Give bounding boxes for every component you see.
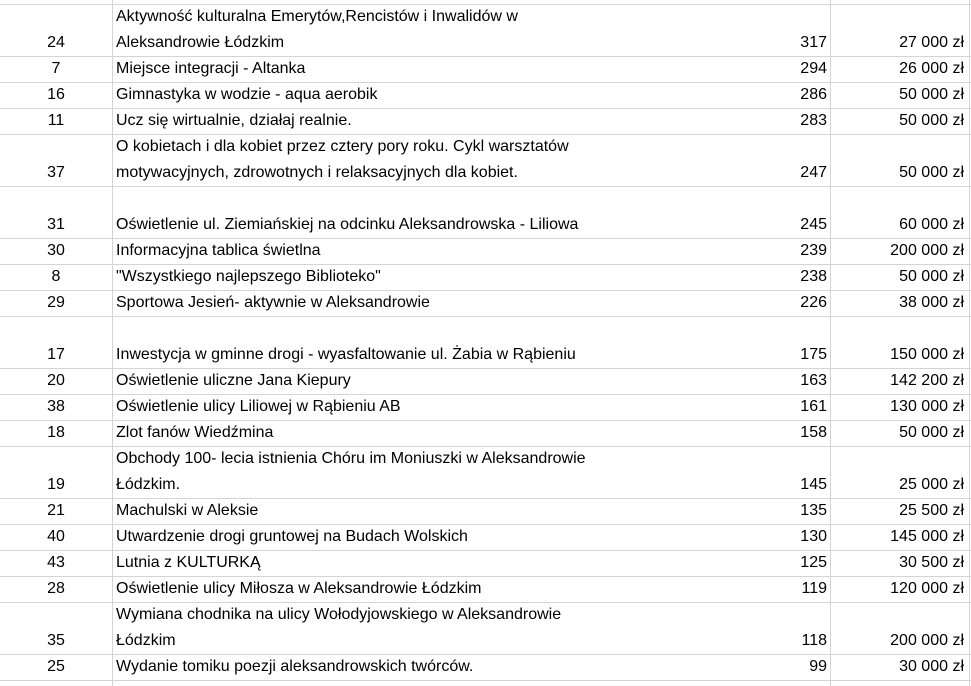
amount-cell[interactable]: 27 000 zł — [899, 34, 964, 51]
project-name-cell[interactable]: O kobietach i dla kobiet przez cztery pory roku. Cykl warsztatów — [116, 138, 569, 155]
project-id-cell[interactable]: 19 — [47, 476, 65, 493]
project-name-cell[interactable]: Oświetlenie ulicy Liliowej w Rąbieniu AB — [116, 398, 401, 415]
row-divider — [0, 316, 971, 317]
project-name-cell[interactable]: Łódzkim — [116, 632, 176, 649]
project-id-cell[interactable]: 25 — [47, 658, 65, 675]
votes-cell[interactable]: 130 — [800, 528, 827, 545]
amount-cell[interactable]: 26 000 zł — [899, 60, 964, 77]
project-id-cell[interactable]: 31 — [47, 216, 65, 233]
row-divider — [0, 186, 971, 187]
votes-cell[interactable]: 286 — [800, 86, 827, 103]
amount-cell[interactable]: 200 000 zł — [890, 632, 964, 649]
project-name-cell[interactable]: Oświetlenie uliczne Jana Kiepury — [116, 372, 351, 389]
votes-cell[interactable]: 247 — [800, 164, 827, 181]
project-id-cell[interactable]: 29 — [47, 294, 65, 311]
project-id-cell[interactable]: 21 — [47, 502, 65, 519]
votes-cell[interactable]: 161 — [800, 398, 827, 415]
project-id-cell[interactable]: 24 — [47, 34, 65, 51]
project-id-cell[interactable]: 17 — [47, 346, 65, 363]
project-name-cell[interactable]: Miejsce integracji - Altanka — [116, 60, 306, 77]
votes-cell[interactable]: 158 — [800, 424, 827, 441]
project-id-cell[interactable]: 28 — [47, 580, 65, 597]
amount-cell[interactable]: 50 000 zł — [899, 112, 964, 129]
project-id-cell[interactable]: 11 — [47, 112, 65, 129]
column-divider — [112, 0, 113, 686]
amount-cell[interactable]: 38 000 zł — [899, 294, 964, 311]
row-divider — [0, 680, 971, 681]
project-id-cell[interactable]: 30 — [47, 242, 65, 259]
votes-cell[interactable]: 245 — [800, 216, 827, 233]
amount-cell[interactable]: 120 000 zł — [890, 580, 964, 597]
votes-cell[interactable]: 119 — [801, 580, 827, 597]
amount-cell[interactable]: 25 000 zł — [899, 476, 964, 493]
votes-cell[interactable]: 283 — [800, 112, 827, 129]
project-name-cell[interactable]: motywacyjnych, zdrowotnych i relaksacyjnych dla kobiet. — [116, 164, 518, 181]
votes-cell[interactable]: 125 — [800, 554, 827, 571]
votes-cell[interactable]: 163 — [800, 372, 827, 389]
project-id-cell[interactable]: 37 — [47, 164, 65, 181]
project-id-cell[interactable]: 43 — [47, 554, 65, 571]
amount-cell[interactable]: 50 000 zł — [899, 164, 964, 181]
project-id-cell[interactable]: 7 — [51, 60, 61, 77]
project-id-cell[interactable]: 35 — [47, 632, 65, 649]
project-name-cell[interactable]: "Wszystkiego najlepszego Biblioteko" — [116, 268, 381, 285]
amount-cell[interactable]: 30 000 zł — [899, 658, 964, 675]
project-id-cell[interactable]: 18 — [47, 424, 65, 441]
project-name-cell[interactable]: Sportowa Jesień- aktywnie w Aleksandrowie — [116, 294, 430, 311]
amount-cell[interactable]: 200 000 zł — [890, 242, 964, 259]
votes-cell[interactable]: 118 — [801, 632, 827, 649]
votes-cell[interactable]: 238 — [800, 268, 827, 285]
amount-cell[interactable]: 50 000 zł — [899, 268, 964, 285]
project-name-cell[interactable]: Wymiana chodnika na ulicy Wołodyjowskiego w Aleksandrowie — [116, 606, 562, 623]
amount-cell[interactable]: 142 200 zł — [890, 372, 964, 389]
amount-cell[interactable]: 25 500 zł — [899, 502, 964, 519]
project-name-cell[interactable]: Aktywność kulturalna Emerytów,Rencistów i Inwalidów w — [116, 8, 518, 25]
project-id-cell[interactable]: 16 — [47, 86, 65, 103]
votes-cell[interactable]: 145 — [800, 476, 827, 493]
project-name-cell[interactable]: Obchody 100- lecia istnienia Chóru im Moniuszki w Aleksandrowie — [116, 450, 586, 467]
votes-cell[interactable]: 135 — [800, 502, 827, 519]
project-name-cell[interactable]: Utwardzenie drogi gruntowej na Budach Wolskich — [116, 528, 468, 545]
amount-cell[interactable]: 50 000 zł — [899, 424, 964, 441]
project-name-cell[interactable]: Ucz się wirtualnie, działaj realnie. — [116, 112, 352, 129]
project-name-cell[interactable]: Oświetlenie ul. Ziemiańskiej na odcinku Aleksandrowska - Liliowa — [116, 216, 579, 233]
votes-cell[interactable]: 99 — [809, 658, 827, 675]
project-id-cell[interactable]: 40 — [47, 528, 65, 545]
amount-cell[interactable]: 30 500 zł — [899, 554, 964, 571]
amount-cell[interactable]: 130 000 zł — [890, 398, 964, 415]
project-name-cell[interactable]: Inwestycja w gminne drogi - wyasfaltowanie ul. Żabia w Rąbieniu — [116, 346, 576, 363]
project-id-cell[interactable]: 38 — [47, 398, 65, 415]
project-name-cell[interactable]: Łódzkim. — [116, 476, 181, 493]
column-divider — [969, 0, 970, 686]
votes-cell[interactable]: 175 — [800, 346, 827, 363]
votes-cell[interactable]: 294 — [800, 60, 827, 77]
project-name-cell[interactable]: Lutnia z KULTURKĄ — [116, 554, 261, 571]
project-name-cell[interactable]: Gimnastyka w wodzie - aqua aerobik — [116, 86, 378, 103]
amount-cell[interactable]: 60 000 zł — [899, 216, 964, 233]
votes-cell[interactable]: 226 — [800, 294, 827, 311]
project-name-cell[interactable]: Wydanie tomiku poezji aleksandrowskich twórców. — [116, 658, 474, 675]
project-name-cell[interactable]: Informacyjna tablica świetlna — [116, 242, 321, 259]
amount-cell[interactable]: 150 000 zł — [890, 346, 964, 363]
project-name-cell[interactable]: Machulski w Aleksie — [116, 502, 259, 519]
amount-cell[interactable]: 50 000 zł — [899, 86, 964, 103]
project-id-cell[interactable]: 20 — [47, 372, 65, 389]
project-name-cell[interactable]: Zlot fanów Wiedźmina — [116, 424, 274, 441]
votes-cell[interactable]: 317 — [800, 34, 827, 51]
project-name-cell[interactable]: Oświetlenie ulicy Miłosza w Aleksandrowie Łódzkim — [116, 580, 482, 597]
project-id-cell[interactable]: 8 — [51, 268, 61, 285]
amount-cell[interactable]: 145 000 zł — [890, 528, 964, 545]
project-name-cell[interactable]: Aleksandrowie Łódzkim — [116, 34, 285, 51]
votes-cell[interactable]: 239 — [800, 242, 827, 259]
